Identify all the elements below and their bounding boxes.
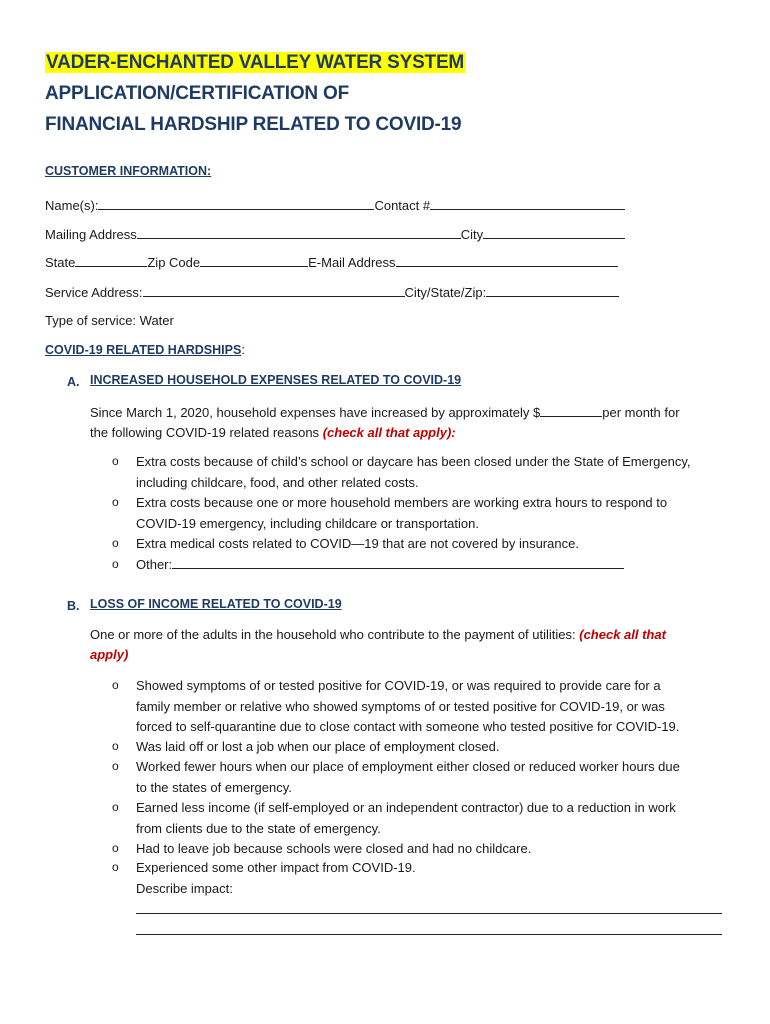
list-item-line: Was laid off or lost a job when our place of employment closed. xyxy=(136,739,500,754)
list-item-line: COVID-19 emergency, including childcare or transportation. xyxy=(136,515,479,531)
checkbox-bullet[interactable]: o xyxy=(112,495,119,509)
state-label: State xyxy=(45,255,76,270)
section-a-intro-1: Since March 1, 2020, household expenses have increased by approximately $ per month for xyxy=(90,405,680,420)
contact-field[interactable] xyxy=(430,196,625,210)
service-field[interactable] xyxy=(143,283,405,297)
customer-info-heading: CUSTOMER INFORMATION: xyxy=(45,164,212,178)
service-label: Service Address: xyxy=(45,285,143,300)
service-row xyxy=(45,283,619,303)
state-row xyxy=(45,253,618,273)
section-b-letter: B. xyxy=(67,599,80,613)
checkbox-bullet[interactable]: o xyxy=(112,536,119,550)
list-item-line: Worked fewer hours when our place of employment either closed or reduced worker hours due xyxy=(136,759,680,774)
service-type: Type of service: Water xyxy=(45,313,174,328)
zip-field[interactable] xyxy=(200,253,308,267)
section-b-intro-1: One or more of the adults in the household who contribute to the payment of utilities: (check all that xyxy=(90,627,666,642)
list-item-line: from clients due to the state of emergency. xyxy=(136,820,381,836)
title-line-2: APPLICATION/CERTIFICATION OF xyxy=(45,83,350,104)
list-item-line: Extra costs because one or more household members are working extra hours to respond to xyxy=(136,495,668,510)
checkbox-bullet[interactable]: o xyxy=(112,557,119,571)
list-item-line: Describe impact: xyxy=(136,880,233,896)
mailing-field[interactable] xyxy=(137,225,461,239)
section-b-intro-2: apply) xyxy=(90,647,129,662)
names-row xyxy=(45,196,625,216)
other-field[interactable] xyxy=(172,555,624,569)
names-label: Name(s): xyxy=(45,198,99,213)
names-field[interactable] xyxy=(98,196,374,210)
list-item-line: Earned less income (if self-employed or an independent contractor) due to a reduction in work xyxy=(136,800,676,815)
mailing-label: Mailing Address xyxy=(45,227,137,242)
list-item-line: Extra medical costs related to COVID—19 that are not covered by insurance. xyxy=(136,536,579,551)
zip-label: Zip Code xyxy=(147,255,201,270)
list-item-line: Extra costs because of child’s school or daycare has been closed under the State of Emergency, xyxy=(136,454,691,469)
list-item-line: including childcare, food, and other related costs. xyxy=(136,474,419,490)
expense-amount-field[interactable] xyxy=(540,403,602,417)
mailing-row xyxy=(45,225,625,245)
title-line-1: VADER-ENCHANTED VALLEY WATER SYSTEM xyxy=(46,52,465,73)
list-item-line: family member or relative who showed symptoms of or tested positive for COVID-19, or was xyxy=(136,698,665,714)
hardships-heading: COVID-19 RELATED HARDSHIPS: xyxy=(45,342,245,357)
csz-field[interactable] xyxy=(486,283,619,297)
title-line-3: FINANCIAL HARDSHIP RELATED TO COVID-19 xyxy=(45,114,462,135)
describe-impact-line-1[interactable] xyxy=(136,913,722,914)
csz-label: City/State/Zip: xyxy=(404,285,487,300)
list-item-line: Experienced some other impact from COVID-19. xyxy=(136,860,416,875)
checkbox-bullet[interactable]: o xyxy=(112,759,119,773)
list-item-line: Had to leave job because schools were closed and had no childcare. xyxy=(136,841,532,856)
section-b-title: LOSS OF INCOME RELATED TO COVID-19 xyxy=(90,597,342,611)
section-a-intro-2: the following COVID-19 related reasons (check all that apply): xyxy=(90,425,456,440)
checkbox-bullet[interactable]: o xyxy=(112,454,119,468)
describe-impact-line-2[interactable] xyxy=(136,934,722,935)
city-field[interactable] xyxy=(483,225,625,239)
checkbox-bullet[interactable]: o xyxy=(112,841,119,855)
checkbox-bullet[interactable]: o xyxy=(112,860,119,874)
checkbox-bullet[interactable]: o xyxy=(112,800,119,814)
contact-label: Contact # xyxy=(374,198,431,213)
state-field[interactable] xyxy=(75,253,147,267)
checkbox-bullet[interactable]: o xyxy=(112,739,119,753)
list-item-line: to the states of emergency. xyxy=(136,779,292,795)
section-a-letter: A. xyxy=(67,375,80,389)
city-label: City xyxy=(460,227,484,242)
list-item-line: forced to self-quarantine due to close contact with someone who tested positive for COVID-19. xyxy=(136,719,680,734)
list-item-line: Showed symptoms of or tested positive for COVID-19, or was required to provide care for a xyxy=(136,678,661,693)
email-label: E-Mail Address xyxy=(308,255,396,270)
email-field[interactable] xyxy=(396,253,618,267)
checkbox-bullet[interactable]: o xyxy=(112,678,119,692)
section-a-title: INCREASED HOUSEHOLD EXPENSES RELATED TO COVID-19 xyxy=(90,373,462,387)
list-item-line: Other: xyxy=(136,555,624,576)
